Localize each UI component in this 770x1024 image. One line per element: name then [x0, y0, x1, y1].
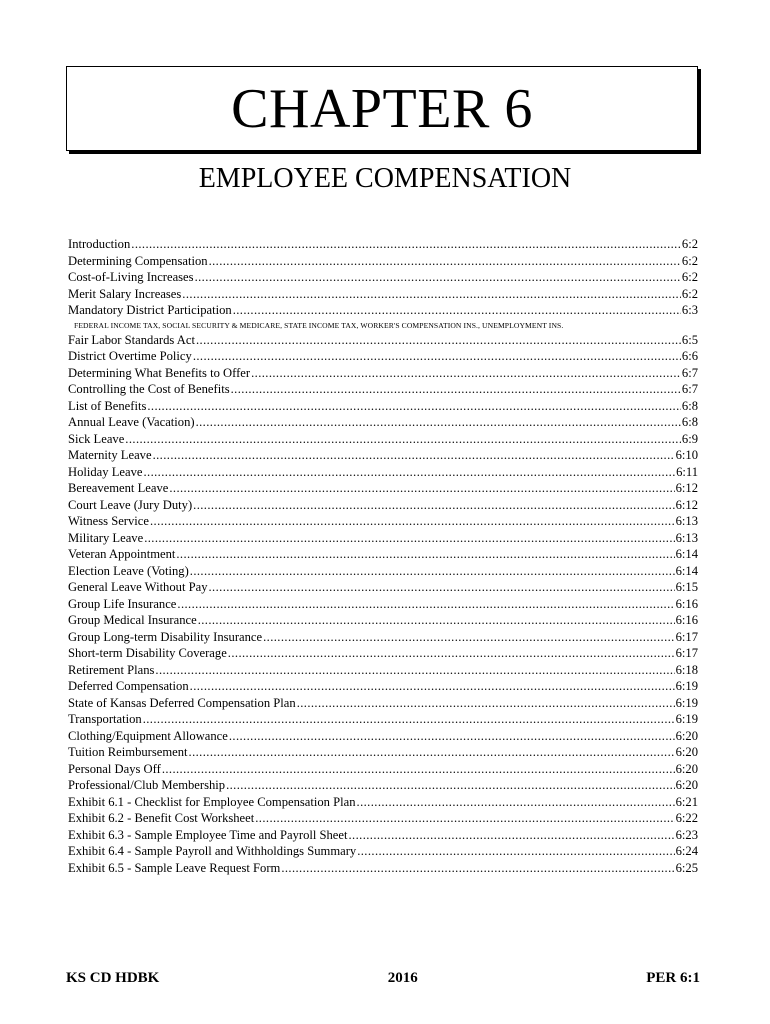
toc-title: Retirement Plans — [68, 662, 155, 677]
toc-page: 6:2 — [681, 237, 698, 251]
toc-leader — [297, 695, 675, 712]
toc-title: Election Leave (Voting) — [68, 563, 189, 578]
toc-leader — [143, 711, 675, 728]
toc-page: 6:17 — [675, 629, 698, 644]
toc-leader — [231, 381, 681, 398]
toc-row — [68, 398, 698, 415]
footer-left: KS CD HDBK — [66, 970, 160, 986]
toc-title: Mandatory District Participation — [68, 303, 232, 317]
toc-row — [68, 431, 698, 448]
toc-page: 6:24 — [675, 844, 698, 858]
toc-row — [68, 447, 698, 464]
toc-row — [68, 269, 698, 286]
toc-leader — [251, 365, 681, 382]
toc-page: 6:2 — [681, 270, 698, 284]
toc-title: Exhibit 6.2 - Benefit Cost Worksheet — [68, 811, 255, 825]
toc-page: 6:9 — [681, 431, 698, 446]
toc-leader — [357, 794, 675, 811]
toc-leader — [125, 431, 681, 448]
toc-page: 6:25 — [675, 860, 698, 875]
toc-page: 6:16 — [675, 596, 698, 611]
toc-row — [68, 253, 698, 270]
toc-row — [68, 860, 698, 877]
toc-title: Introduction — [68, 237, 131, 251]
toc-leader — [144, 530, 674, 547]
toc-row — [68, 794, 698, 811]
toc-leader — [229, 728, 675, 745]
toc-title: Group Long-term Disability Insurance — [68, 629, 263, 644]
toc-title: Controlling the Cost of Benefits — [68, 382, 230, 396]
chapter-title-box — [66, 66, 698, 151]
toc-leader — [150, 513, 675, 530]
toc-title: Holiday Leave — [68, 464, 143, 479]
toc-page: 6:18 — [675, 662, 698, 677]
toc-title: Exhibit 6.1 - Checklist for Employee Compensation Plan — [68, 794, 356, 809]
toc-row — [68, 546, 698, 563]
toc-row — [68, 596, 698, 613]
toc-page: 6:11 — [676, 464, 698, 479]
chapter-subtitle: EMPLOYEE COMPENSATION — [198, 163, 572, 194]
toc-page: 6:15 — [675, 580, 698, 594]
toc-title: General Leave Without Pay — [68, 580, 208, 594]
chapter-title: CHAPTER 6 — [231, 77, 533, 140]
toc-title: Maternity Leave — [68, 448, 152, 462]
toc-page: 6:20 — [675, 778, 698, 792]
toc-row — [68, 414, 698, 431]
toc-row — [68, 497, 698, 514]
toc-leader — [198, 612, 675, 629]
toc-page: 6:7 — [681, 365, 698, 380]
toc-page: 6:20 — [675, 745, 698, 759]
toc-row — [68, 381, 698, 398]
toc-title: Sick Leave — [68, 431, 125, 446]
toc-page: 6:5 — [681, 332, 698, 347]
toc-title: Determining Compensation — [68, 253, 208, 268]
toc-leader — [233, 302, 681, 319]
toc-page: 6:6 — [681, 349, 698, 363]
footer-center: 2016 — [387, 970, 418, 986]
toc-title: Veteran Appointment — [68, 547, 176, 561]
toc-title: Court Leave (Jury Duty) — [68, 497, 193, 512]
toc-leader — [209, 579, 675, 596]
toc-leader — [182, 286, 681, 303]
toc-leader — [169, 480, 674, 497]
toc-title: Group Medical Insurance — [68, 613, 197, 627]
toc-leader — [143, 464, 675, 481]
toc-leader — [263, 629, 675, 646]
toc-title: Tuition Reimbursement — [68, 745, 188, 759]
toc-row — [68, 711, 698, 728]
toc-title: State of Kansas Deferred Compensation Plan — [68, 695, 296, 710]
toc-page: 6:20 — [675, 761, 698, 776]
toc-page: 6:10 — [675, 448, 698, 462]
toc-note: FEDERAL INCOME TAX, SOCIAL SECURITY & MEDICARE, STATE INCOME TAX, WORKER'S COMPENSATION INS., UNEMPLOYMENT INS. — [74, 320, 564, 330]
toc-row — [68, 563, 698, 580]
toc-title: Merit Salary Increases — [68, 286, 182, 301]
toc-leader — [162, 761, 675, 778]
toc-row — [68, 464, 698, 481]
toc-page: 6:7 — [681, 382, 698, 396]
toc-row — [68, 645, 698, 662]
toc-page: 6:14 — [675, 563, 698, 578]
toc-leader — [196, 414, 681, 431]
toc-leader — [349, 827, 675, 844]
toc-leader — [255, 810, 674, 827]
toc-title: Exhibit 6.3 - Sample Employee Time and Payroll Sheet — [68, 827, 348, 842]
footer-right: PER 6:1 — [646, 970, 700, 986]
toc-page: 6:19 — [675, 695, 698, 710]
toc-leader — [153, 447, 675, 464]
toc-leader — [147, 398, 681, 415]
toc-page: 6:2 — [681, 253, 698, 268]
toc-row — [68, 332, 698, 349]
toc-title: Annual Leave (Vacation) — [68, 415, 195, 429]
page-footer — [66, 970, 700, 987]
toc-leader — [193, 497, 674, 514]
toc-leader — [189, 744, 675, 761]
toc-row — [68, 302, 698, 319]
toc-title: Military Leave — [68, 530, 144, 545]
toc-page: 6:8 — [681, 398, 698, 413]
toc-page: 6:19 — [675, 712, 698, 726]
toc-title: Deferred Compensation — [68, 679, 189, 693]
toc-page: 6:13 — [675, 530, 698, 545]
toc-row — [68, 777, 698, 794]
toc-title: Determining What Benefits to Offer — [68, 365, 251, 380]
toc-row — [68, 286, 698, 303]
toc-row — [68, 365, 698, 382]
toc-page: 6:17 — [675, 646, 698, 660]
table-of-contents — [68, 236, 698, 876]
toc-title: Professional/Club Membership — [68, 778, 226, 792]
toc-page: 6:23 — [675, 827, 698, 842]
toc-row — [68, 678, 698, 695]
toc-leader — [195, 269, 681, 286]
toc-page: 6:12 — [675, 497, 698, 512]
toc-title: Short-term Disability Coverage — [68, 646, 227, 660]
toc-leader — [226, 777, 675, 794]
toc-row — [68, 612, 698, 629]
toc-title: Fair Labor Standards Act — [68, 332, 195, 347]
toc-title: Bereavement Leave — [68, 481, 169, 495]
toc-title: Exhibit 6.5 - Sample Leave Request Form — [68, 860, 281, 875]
toc-page: 6:12 — [675, 481, 698, 495]
toc-row — [68, 530, 698, 547]
toc-page: 6:20 — [675, 728, 698, 743]
toc-page: 6:22 — [675, 811, 698, 825]
toc-page: 6:13 — [675, 514, 698, 528]
toc-page: 6:2 — [681, 286, 698, 301]
toc-row — [68, 348, 698, 365]
toc-row — [68, 662, 698, 679]
toc-leader — [155, 662, 674, 679]
toc-title: Group Life Insurance — [68, 596, 177, 611]
toc-title: Clothing/Equipment Allowance — [68, 728, 228, 743]
toc-leader — [193, 348, 681, 365]
toc-title: Witness Service — [68, 514, 149, 528]
toc-leader — [196, 332, 681, 349]
toc-leader — [281, 860, 674, 877]
toc-page: 6:3 — [681, 303, 698, 317]
toc-row — [68, 810, 698, 827]
toc-title: Personal Days Off — [68, 761, 161, 776]
toc-page: 6:16 — [675, 613, 698, 627]
toc-row — [68, 513, 698, 530]
toc-title: Cost-of-Living Increases — [68, 270, 194, 284]
toc-page: 6:8 — [681, 415, 698, 429]
toc-row — [68, 480, 698, 497]
toc-page: 6:19 — [675, 679, 698, 693]
toc-leader — [190, 563, 675, 580]
toc-row — [68, 843, 698, 860]
toc-title: List of Benefits — [68, 398, 147, 413]
toc-title: Exhibit 6.4 - Sample Payroll and Withholdings Summary — [68, 844, 357, 858]
toc-title: Transportation — [68, 712, 142, 726]
toc-leader — [357, 843, 674, 860]
toc-row — [68, 744, 698, 761]
toc-row — [68, 579, 698, 596]
toc-row — [68, 695, 698, 712]
toc-leader — [209, 253, 681, 270]
toc-row — [68, 629, 698, 646]
toc-page: 6:21 — [675, 794, 698, 809]
toc-leader — [176, 546, 674, 563]
toc-leader — [131, 236, 681, 253]
toc-row — [68, 761, 698, 778]
toc-leader — [190, 678, 675, 695]
toc-title: District Overtime Policy — [68, 349, 192, 363]
toc-leader — [177, 596, 674, 613]
toc-row — [68, 236, 698, 253]
toc-row — [68, 728, 698, 745]
toc-row — [68, 827, 698, 844]
toc-leader — [228, 645, 675, 662]
toc-page: 6:14 — [675, 547, 698, 561]
